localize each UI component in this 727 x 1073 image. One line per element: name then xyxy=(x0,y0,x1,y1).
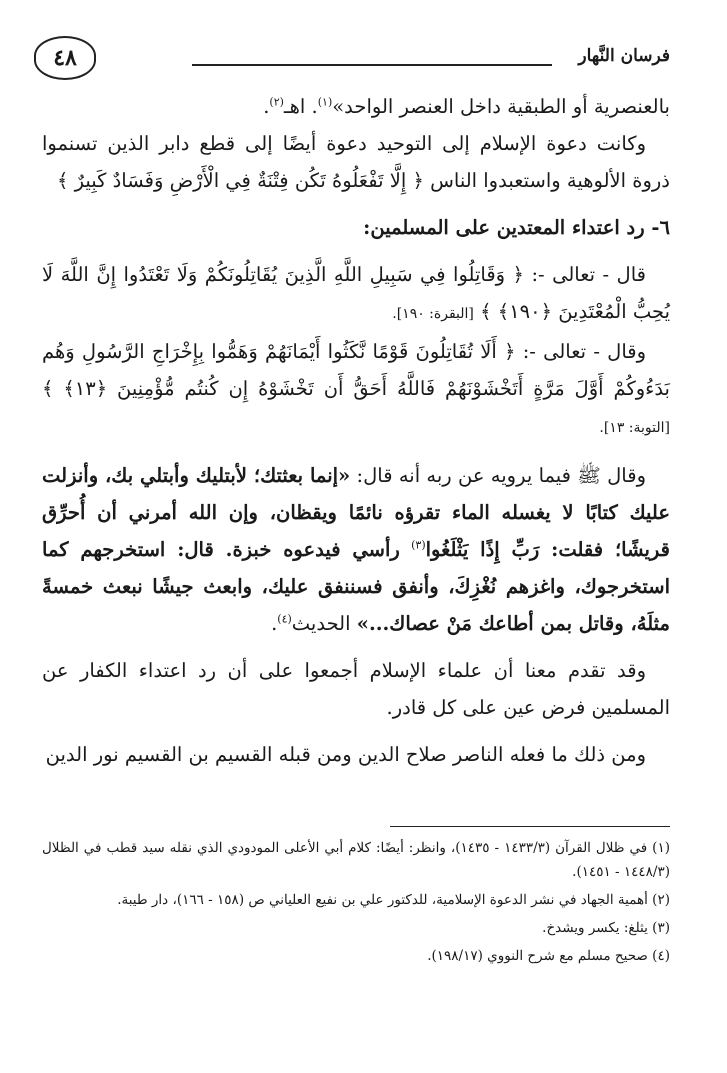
page-number: ٤٨ xyxy=(34,36,96,80)
quran-quote-tawbah: وقال - تعالى -: ﴿ أَلَا تُقَاتِلُونَ قَوْمًا نَّكَثُوا أَيْمَانَهُمْ وَهَمُّوا بِإِخْرَاجِ الرَّسُولِ وَهُم بَدَءُوكُمْ أَوَّلَ مَرَّةٍ أَتَخْشَوْنَهُمْ فَاللَّهُ أَحَقُّ أَن تَخْشَوْهُ إِن كُنتُم مُّؤْمِنِينَ ﴿١٣﴾ ﴾ [التوبة: ١٣]. xyxy=(42,340,670,436)
section-heading: ٦- رد اعتداء المعتدين على المسلمين: xyxy=(363,216,670,239)
book-title: فرسان النَّهار xyxy=(578,46,670,66)
verse-reference: [التوبة: ١٣]. xyxy=(599,420,670,436)
footnote-1: (١) في ظلال القرآن (١٤٣٣/٣ - ١٤٣٥)، وانظر: أيضًا: كلام أبي الأعلى المودودي الذي نقله سيد قطب في الظلال (١٤٤٨/٣ - ١٤٥١). xyxy=(42,840,670,880)
footnote-3: (٣) يثلغ: يكسر ويشدخ. xyxy=(542,920,670,936)
footnote-ref-3: (٣) xyxy=(411,538,426,552)
footnote-separator xyxy=(390,826,670,827)
page-header xyxy=(30,32,670,82)
quran-verse: ﴿ إِلَّا تَفْعَلُوهُ تَكُن فِتْنَةٌ فِي الْأَرْضِ وَفَسَادٌ كَبِيرٌ ﴾ xyxy=(56,169,424,192)
quran-quote-baqarah: قال - تعالى -: ﴿ وَقَاتِلُوا فِي سَبِيلِ اللَّهِ الَّذِينَ يُقَاتِلُونَكُمْ وَلَا تَعْتَدُوا إِنَّ اللَّهَ لَا يُحِبُّ الْمُعْتَدِينَ ﴿١٩٠﴾ ﴾ [البقرة: ١٩٠]. xyxy=(42,263,670,323)
paragraph-ulama: وقد تقدم معنا أن علماء الإسلام أجمعوا على أن رد اعتداء الكفار عن المسلمين فرض عين على كل قادر. xyxy=(42,659,670,719)
paragraph-continuation: بالعنصرية أو الطبقية داخل العنصر الواحد»$^{(١)}$. اهـ$^{(٢)}$. xyxy=(263,95,670,118)
footnote-2: (٢) أهمية الجهاد في نشر الدعوة الإسلامية، للدكتور علي بن نفيع العلياني ص (١٥٨ - ١٦٦)، دار طيبة. xyxy=(117,892,670,908)
header-rule xyxy=(192,64,552,66)
footnote-ref-1: (١) xyxy=(317,95,333,109)
footnotes xyxy=(42,836,670,972)
main-text xyxy=(42,88,670,773)
paragraph-last: ومن ذلك ما فعله الناصر صلاح الدين ومن قبله القسيم بن القسيم نور الدين xyxy=(45,743,646,766)
footnote-4: (٤) صحيح مسلم مع شرح النووي (١٩٨/١٧). xyxy=(427,948,670,964)
verse-reference: [البقرة: ١٩٠]. xyxy=(392,306,474,322)
paragraph-tawhid: وكانت دعوة الإسلام إلى التوحيد دعوة أيضًا إلى قطع دابر الذين تسنموا ذروة الألوهية واستعبدوا الناس ﴿ إِلَّا تَفْعَلُوهُ تَكُن فِتْنَةٌ فِي الْأَرْضِ وَفَسَادٌ كَبِيرٌ ﴾ xyxy=(42,132,670,192)
footnote-ref-2: (٢) xyxy=(269,95,284,109)
hadith-paragraph: وقال ﷺ فيما يرويه عن ربه أنه قال: «إنما بعثتك؛ لأبتليك وأبتلي بك، وأنزلت عليك كتابًا لا يغسله الماء تقرؤه نائمًا ويقظان، وإن الله أمرني أن أُحرِّق قريشًا؛ فقلت: رَبِّ إِذًا يَثْلَغُوا$^{(٣)}$ رأسي فيدعوه خبزة. قال: استخرجهم كما استخرجوك، واغزهم نُغْزِكَ، وأنفق فسننفق عليك، وابعث جيشًا نبعث خمسةً مثلَهُ، وقاتل بمن أطاعك مَنْ عصاك...» الحديث$^{(٤)}$. xyxy=(42,464,671,635)
footnote-ref-4: (٤) xyxy=(277,612,292,626)
